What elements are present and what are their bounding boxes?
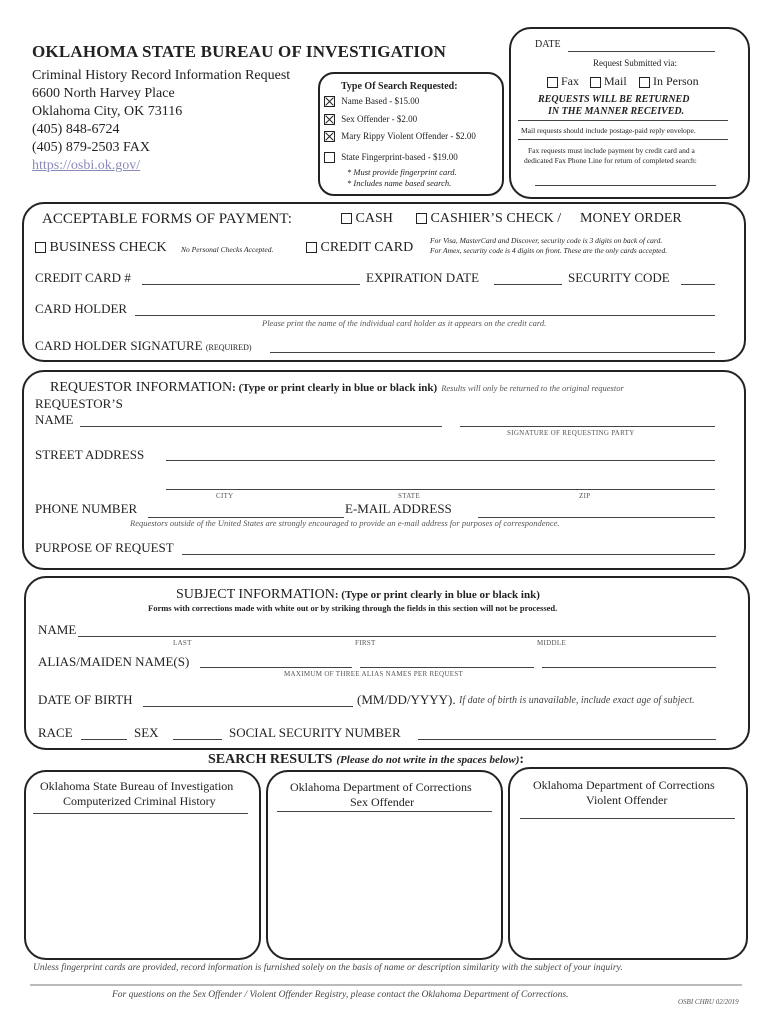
no-personal-note: No Personal Checks Accepted. xyxy=(181,245,274,254)
subject-instructions: : (Type or print clearly in blue or black ink) xyxy=(334,589,540,601)
result-box-violent-offender-subtitle: Violent Offender xyxy=(586,793,668,807)
city-state-zip-field[interactable] xyxy=(166,489,715,490)
alias-caption: MAXIMUM OF THREE ALIAS NAMES PER REQUEST xyxy=(284,670,464,678)
middle-caption: MIDDLE xyxy=(537,639,567,647)
form-code: OSBI CHRU 02/2019 xyxy=(678,998,739,1006)
cc-number-field[interactable] xyxy=(142,284,360,285)
payment-heading: ACCEPTABLE FORMS OF PAYMENT: xyxy=(42,211,292,227)
form-subtitle: Criminal History Record Information Request xyxy=(32,68,291,83)
alias-field-3[interactable] xyxy=(542,667,716,668)
checkbox-unchecked[interactable] xyxy=(324,152,335,163)
search-type-heading: Type Of Search Requested: xyxy=(341,81,458,92)
alias-field-1[interactable] xyxy=(200,667,352,668)
search-results-heading-row xyxy=(208,750,524,768)
checkbox-checked[interactable] xyxy=(324,114,335,125)
date-label: DATE xyxy=(535,39,561,50)
cash-label: CASH xyxy=(355,211,393,226)
card-holder-field[interactable] xyxy=(135,315,715,316)
fax-number: (405) 879-2503 FAX xyxy=(32,140,150,155)
checkbox-unchecked[interactable] xyxy=(35,242,46,253)
search-results-note: (Please do not write in the spaces below) xyxy=(336,754,520,766)
fax-note-2: dedicated Fax Phone Line for return of completed search: xyxy=(524,156,697,165)
checkbox-unchecked[interactable] xyxy=(639,77,650,88)
dob-field[interactable] xyxy=(143,706,353,707)
footer-divider xyxy=(30,984,742,986)
returned-notice-1: REQUESTS WILL BE RETURNED xyxy=(538,94,690,105)
option-label: Mary Rippy Violent Offender - $2.00 xyxy=(341,131,476,141)
result-box-violent-offender-line xyxy=(520,818,735,819)
card-note-2: For Amex, security code is 4 digits on front. These are the only cards accepted. xyxy=(430,246,668,255)
card-holder-label: CARD HOLDER xyxy=(35,301,128,316)
search-option-name[interactable] xyxy=(324,96,419,107)
requestor-heading-row xyxy=(50,378,624,396)
requestor-signature-field[interactable] xyxy=(460,426,715,427)
via-in-person-option[interactable] xyxy=(639,74,699,89)
via-in-person-label: In Person xyxy=(653,74,699,88)
purpose-field[interactable] xyxy=(182,554,715,555)
date-field[interactable] xyxy=(568,51,715,52)
pay-business-option[interactable] xyxy=(35,240,167,256)
street-address-label: STREET ADDRESS xyxy=(35,447,145,462)
fingerprint-note-1: * Must provide fingerprint card. xyxy=(347,167,457,177)
disclaimer: Unless fingerprint cards are provided, record information is furnished solely on the basis of name or description similarity with the subject of your inquiry. xyxy=(33,963,623,973)
subject-heading: SUBJECT INFORMATION xyxy=(176,587,335,602)
ssn-label: SOCIAL SECURITY NUMBER xyxy=(229,725,401,740)
pay-cash-option[interactable] xyxy=(341,211,393,227)
divider xyxy=(518,120,728,121)
checkbox-unchecked[interactable] xyxy=(590,77,601,88)
race-label: RACE xyxy=(38,725,73,740)
card-holder-signature-field[interactable] xyxy=(270,352,715,353)
result-box-violent-offender-title: Oklahoma Department of Corrections xyxy=(533,778,715,792)
expiration-label: EXPIRATION DATE xyxy=(366,270,480,285)
city-caption: CITY xyxy=(216,492,234,500)
last-caption: LAST xyxy=(173,639,192,647)
zip-caption: ZIP xyxy=(579,492,591,500)
requestor-return-note: Results will only be returned to the original requestor xyxy=(441,383,624,393)
phone-number: (405) 848-6724 xyxy=(32,122,120,137)
via-fax-label: Fax xyxy=(561,74,579,88)
first-caption: FIRST xyxy=(355,639,376,647)
fax-note-1: Fax requests must include payment by credit card and a xyxy=(528,146,695,155)
international-note: Requestors outside of the United States are strongly encouraged to provide an e-mail address for purposes of correspondence. xyxy=(130,518,560,528)
result-box-sex-offender-line xyxy=(277,811,492,812)
via-fax-option[interactable] xyxy=(547,74,579,89)
result-box-osbi-subtitle: Computerized Criminal History xyxy=(63,794,216,808)
credit-card-label: CREDIT CARD xyxy=(320,240,414,255)
expiration-field[interactable] xyxy=(494,284,562,285)
signature-label-row xyxy=(35,338,252,354)
search-option-fingerprint[interactable] xyxy=(324,152,458,163)
street-address-field[interactable] xyxy=(166,460,715,461)
money-order-label: MONEY ORDER xyxy=(580,211,682,226)
checkbox-checked[interactable] xyxy=(324,96,335,107)
dob-label: DATE OF BIRTH xyxy=(38,692,133,707)
address-line-1: 6600 North Harvey Place xyxy=(32,86,175,101)
result-box-osbi-line xyxy=(33,813,248,814)
security-code-field[interactable] xyxy=(681,284,715,285)
search-results-colon: : xyxy=(519,752,525,767)
alias-field-2[interactable] xyxy=(360,667,534,668)
subject-warning: Forms with corrections made with white out or by striking through the fields in this section will not be processed. xyxy=(148,603,558,613)
search-results-heading: SEARCH RESULTS xyxy=(208,752,333,767)
result-box-sex-offender-title: Oklahoma Department of Corrections xyxy=(290,780,472,794)
checkbox-unchecked[interactable] xyxy=(341,213,352,224)
page-title: OKLAHOMA STATE BUREAU OF INVESTIGATION xyxy=(32,42,447,61)
email-label: E-MAIL ADDRESS xyxy=(345,501,452,516)
contact-note: For questions on the Sex Offender / Violent Offender Registry, please contact the Oklahoma Department of Corrections. xyxy=(112,990,569,1000)
signature-label: CARD HOLDER SIGNATURE xyxy=(35,338,203,353)
alias-label: ALIAS/MAIDEN NAME(S) xyxy=(38,654,190,669)
result-box-sex-offender-subtitle: Sex Offender xyxy=(350,795,415,809)
dob-format: (MM/DD/YYYY). xyxy=(357,692,456,707)
checkbox-unchecked[interactable] xyxy=(416,213,427,224)
requestor-heading: REQUESTOR INFORMATION xyxy=(50,380,233,395)
address-line-2: Oklahoma City, OK 73116 xyxy=(32,104,183,119)
checkbox-unchecked[interactable] xyxy=(306,242,317,253)
search-option-sex-offender[interactable] xyxy=(324,114,417,125)
signature-caption: SIGNATURE OF REQUESTING PARTY xyxy=(507,429,635,437)
option-label: State Fingerprint-based - $19.00 xyxy=(341,152,458,162)
required-label: (REQUIRED) xyxy=(205,343,252,352)
sex-field[interactable] xyxy=(173,739,222,740)
phone-label: PHONE NUMBER xyxy=(35,501,138,516)
via-mail-option[interactable] xyxy=(590,74,627,89)
checkbox-checked[interactable] xyxy=(324,131,335,142)
subject-name-field[interactable] xyxy=(78,636,716,637)
cashiers-label: CASHIER’S CHECK / xyxy=(430,211,562,226)
checkbox-unchecked[interactable] xyxy=(547,77,558,88)
requestor-name-label: NAME xyxy=(35,412,74,427)
returned-notice-2: IN THE MANNER RECEIVED. xyxy=(548,106,685,117)
submitted-via-label: Request Submitted via: xyxy=(593,58,677,68)
requestors-label: REQUESTOR’S xyxy=(35,396,123,411)
option-label: Name Based - $15.00 xyxy=(341,96,420,106)
business-label: BUSINESS CHECK xyxy=(49,240,167,255)
requestor-name-field[interactable] xyxy=(80,426,442,427)
option-label: Sex Offender - $2.00 xyxy=(341,114,418,124)
pay-cashiers-option[interactable] xyxy=(416,211,561,227)
security-code-label: SECURITY CODE xyxy=(568,270,670,285)
ssn-field[interactable] xyxy=(418,739,716,740)
card-note-1: For Visa, MasterCard and Discover, security code is 3 digits on back of card. xyxy=(430,236,663,245)
card-holder-note: Please print the name of the individual card holder as it appears on the credit card. xyxy=(262,318,547,328)
fingerprint-note-2: * Includes name based search. xyxy=(347,178,452,188)
fax-line-field[interactable] xyxy=(535,185,716,186)
via-mail-label: Mail xyxy=(604,74,627,88)
mail-note: Mail requests should include postage-paid reply envelope. xyxy=(521,126,696,135)
subject-heading-row xyxy=(176,585,540,603)
subject-name-label: NAME xyxy=(38,622,77,637)
race-field[interactable] xyxy=(81,739,127,740)
state-caption: STATE xyxy=(398,492,420,500)
result-box-osbi-title: Oklahoma State Bureau of Investigation xyxy=(40,779,234,793)
search-option-violent-offender[interactable] xyxy=(324,131,476,142)
sex-label: SEX xyxy=(134,725,159,740)
cc-number-label: CREDIT CARD # xyxy=(35,270,131,285)
website-link[interactable]: https://osbi.ok.gov/ xyxy=(32,158,141,173)
requestor-instructions: : (Type or print clearly in blue or black ink) xyxy=(232,382,438,394)
divider xyxy=(518,139,728,140)
dob-note: If date of birth is unavailable, include exact age of subject. xyxy=(459,695,695,706)
pay-credit-card-option[interactable] xyxy=(306,240,413,256)
purpose-label: PURPOSE OF REQUEST xyxy=(35,540,174,555)
